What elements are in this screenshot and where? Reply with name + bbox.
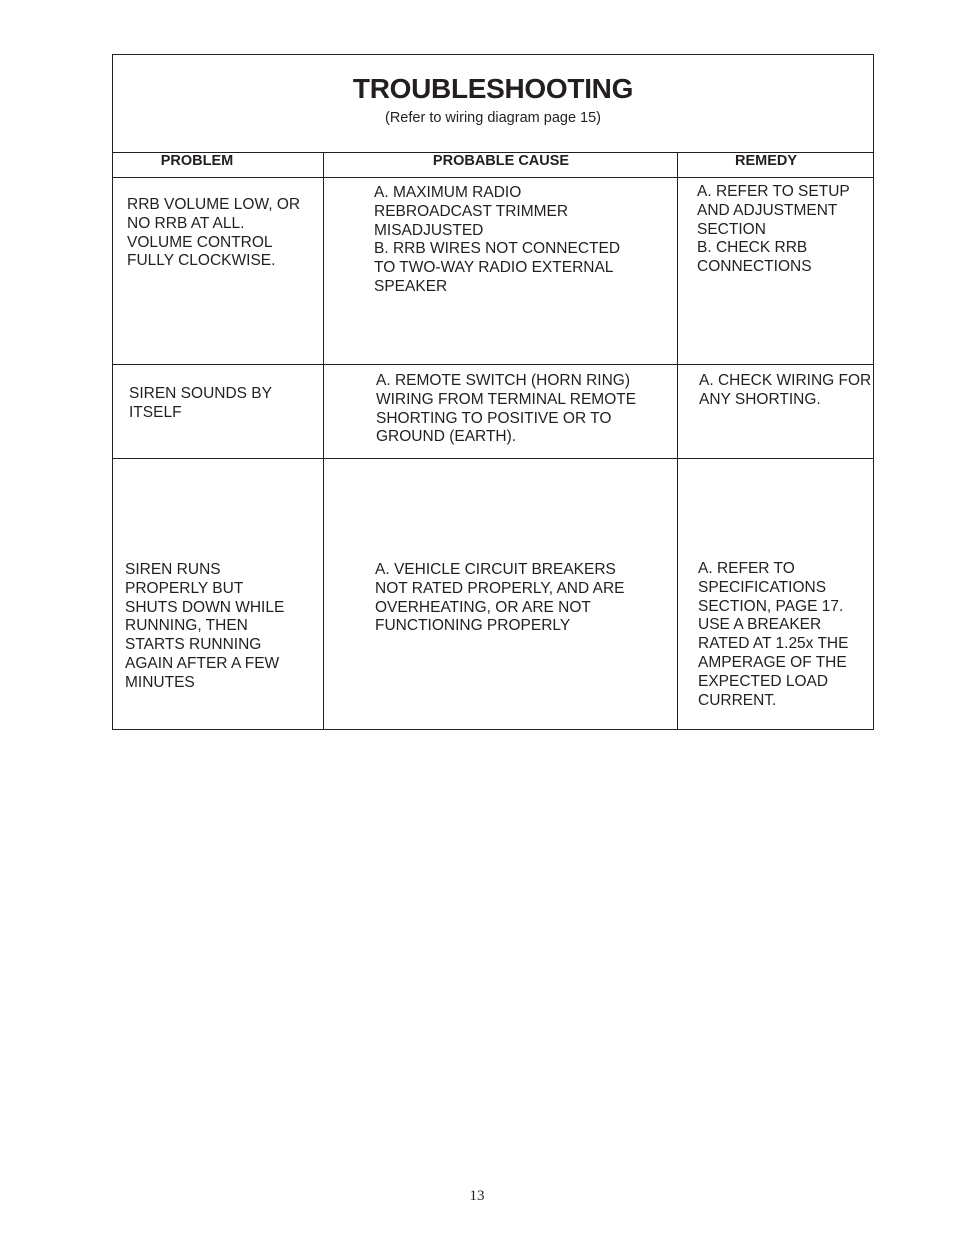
page-subtitle: (Refer to wiring diagram page 15) [385,110,601,126]
page-number: 13 [469,1188,485,1204]
column-header-problem: PROBLEM [160,153,234,169]
column-header-remedy: REMEDY [734,153,798,169]
column-divider [677,152,678,729]
page-title: TROUBLESHOOTING [352,73,634,104]
header-divider [113,177,873,178]
title-block [113,55,873,152]
column-divider [323,152,324,729]
troubleshooting-table [112,54,874,730]
row-divider [113,458,873,459]
row-divider [113,364,873,365]
row-3-problem: SIREN RUNS PROPERLY BUT SHUTS DOWN WHILE RUNNING, THEN STARTS RUNNING AGAIN AFTER A FEW MINUTES [125,561,285,691]
row-3-remedy: A. REFER TO SPECIFICATIONS SECTION, PAGE 17. USE A BREAKER RATED AT 1.25x THE AMPERAGE OF THE EXPECTED LOAD CURRENT. [698,560,849,709]
column-header-cause: PROBABLE CAUSE [432,153,570,169]
row-2-remedy: A. CHECK WIRING FOR ANY SHORTING. [699,372,872,408]
row-1-remedy: A. REFER TO SETUP AND ADJUSTMENT SECTION B. CHECK RRB CONNECTIONS [697,183,850,276]
row-1-problem: RRB VOLUME LOW, OR NO RRB AT ALL. VOLUME CONTROL FULLY CLOCKWISE. [127,196,301,270]
row-3-cause: A. VEHICLE CIRCUIT BREAKERS NOT RATED PROPERLY, AND ARE OVERHEATING, OR ARE NOT FUNCTIONING PROPERLY [375,561,625,635]
row-2-problem: SIREN SOUNDS BY ITSELF [129,385,272,421]
row-1-cause: A. MAXIMUM RADIO REBROADCAST TRIMMER MISADJUSTED B. RRB WIRES NOT CONNECTED TO TWO-WAY RADIO EXTERNAL SPEAKER [374,184,621,295]
row-2-cause: A. REMOTE SWITCH (HORN RING) WIRING FROM TERMINAL REMOTE SHORTING TO POSITIVE OR TO GROUND (EARTH). [376,372,637,446]
